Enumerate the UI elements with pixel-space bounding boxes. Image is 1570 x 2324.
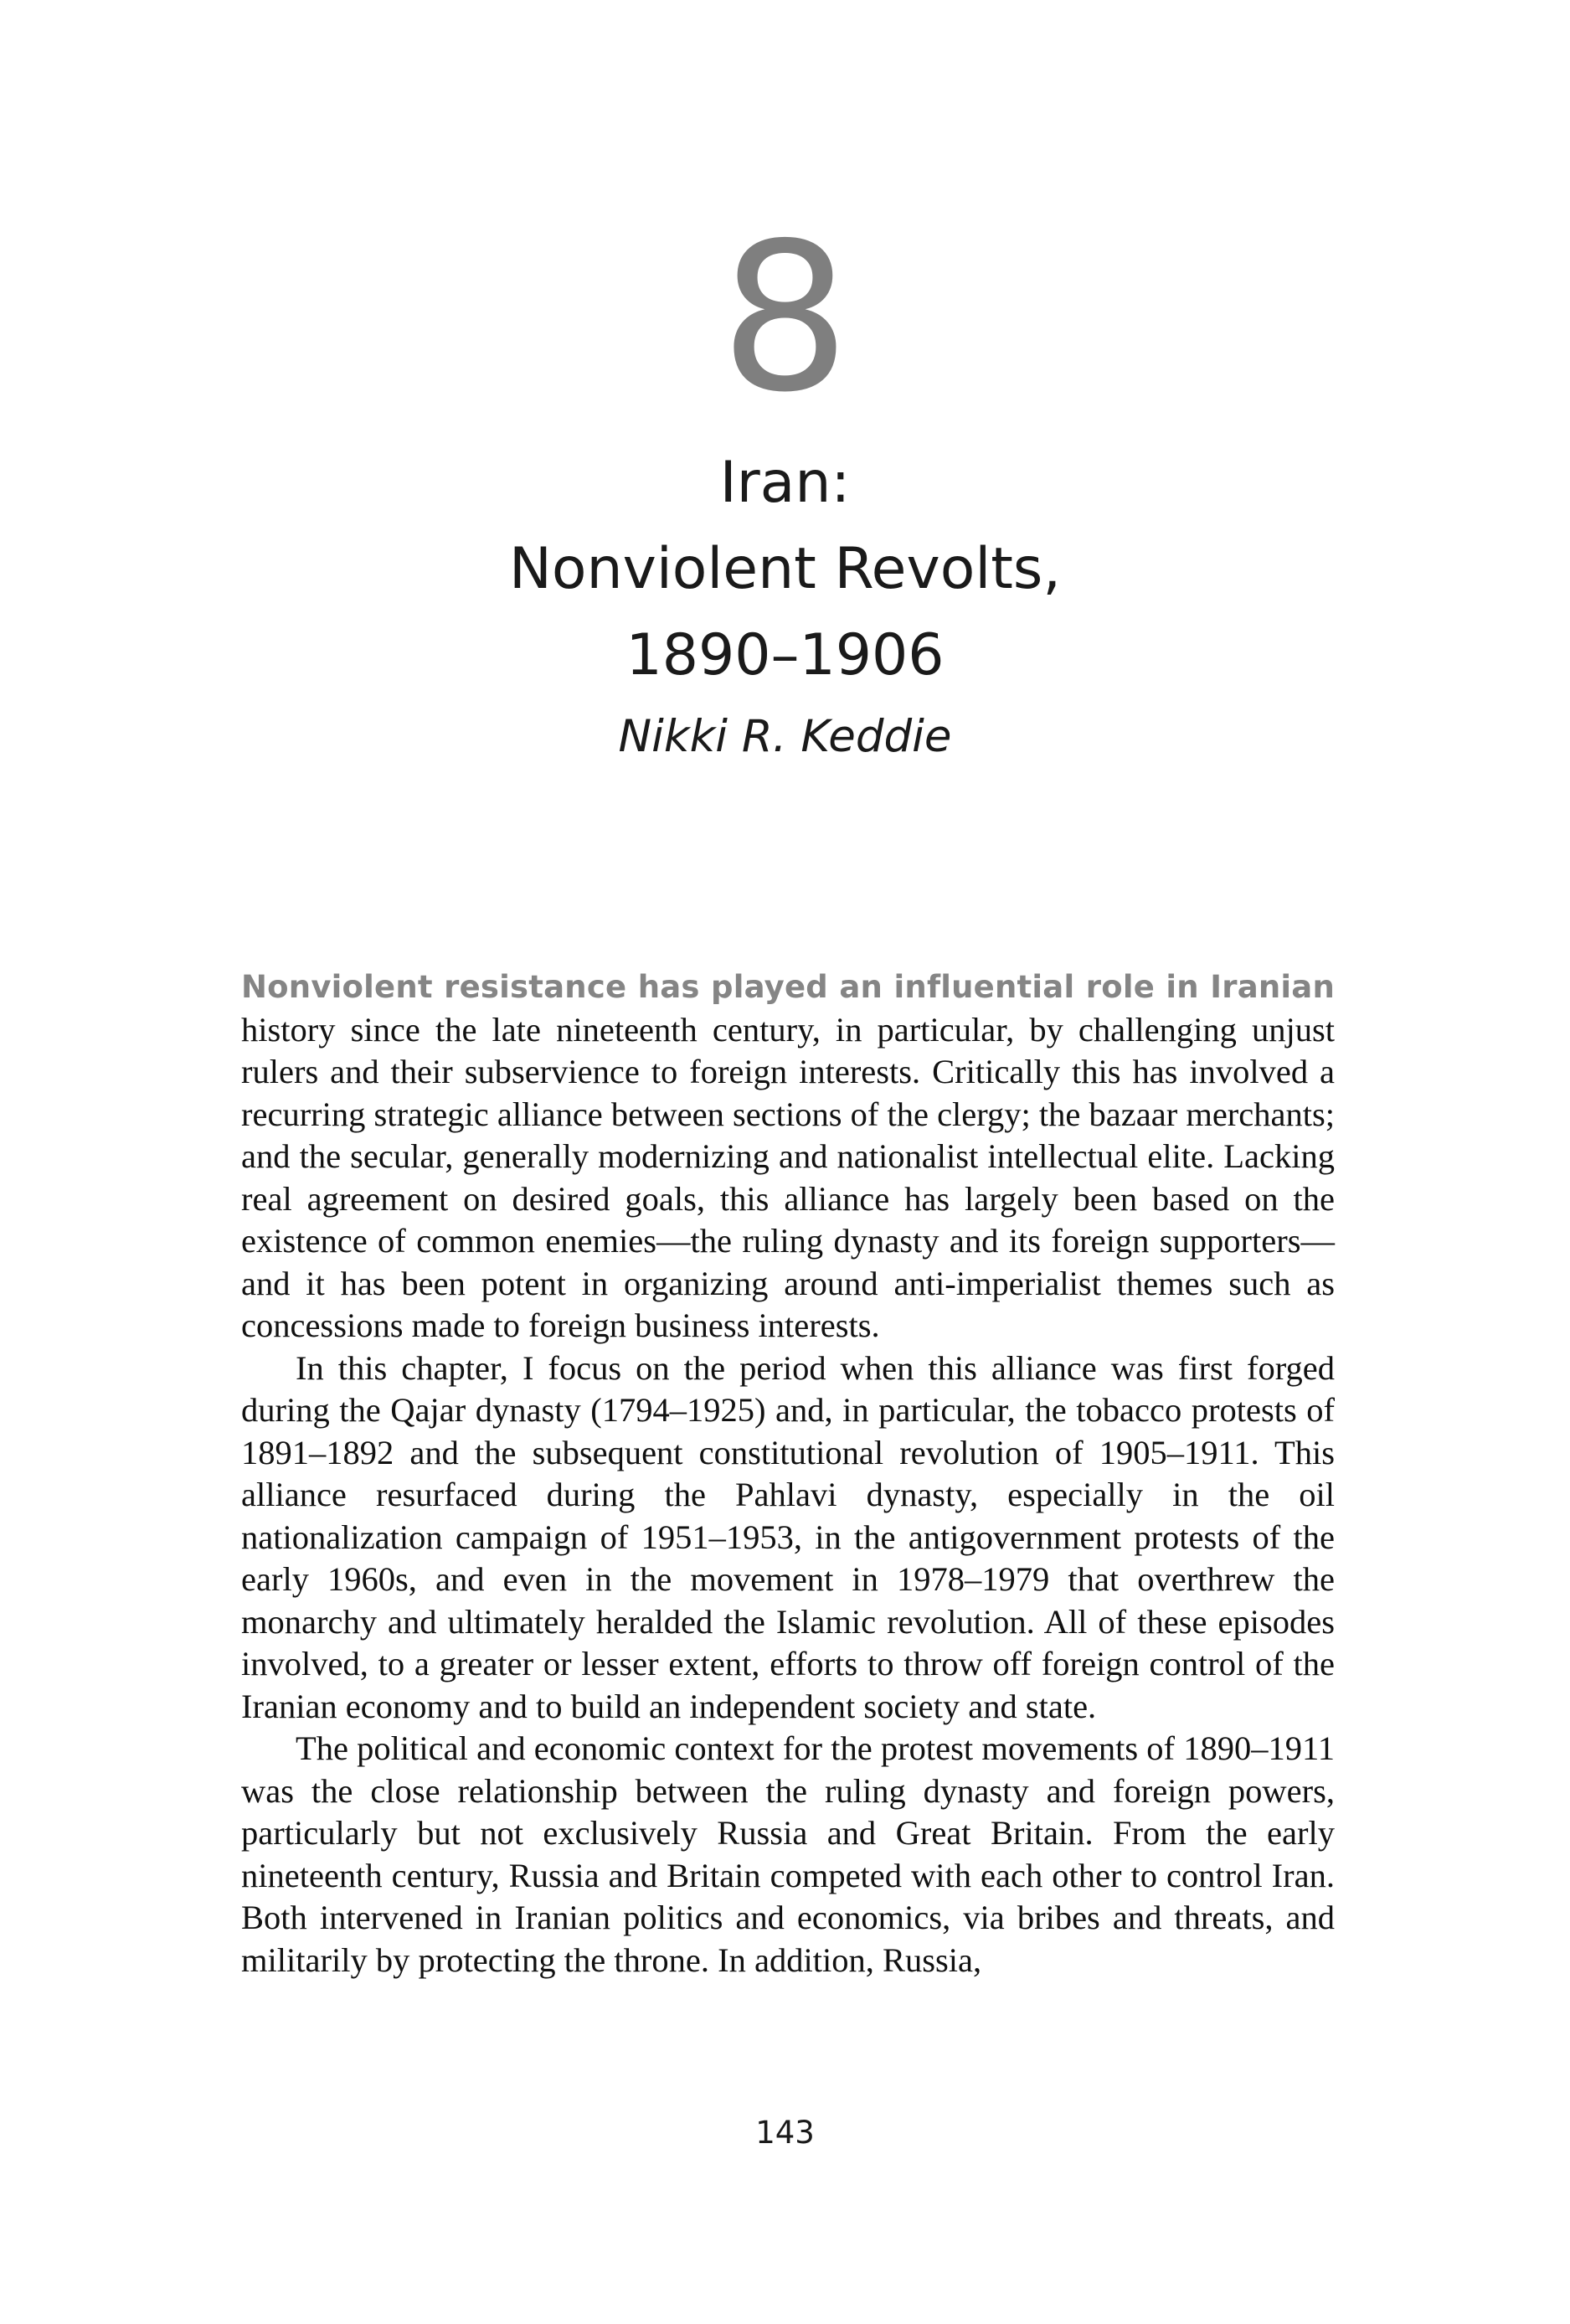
page-number: 143: [755, 2115, 815, 2151]
chapter-number: 8: [719, 199, 851, 437]
body-paragraph-1-text: history since the late nineteenth century, in particular, by challenging unjust rulers and their subservience to foreign interests. Critically this has involved a recurring strategic alliance between sections of the clergy; the bazaar merchants; and the secular, generally modernizing and nationalist intellectual elite. Lacking real agreement on desired goals, this alliance has largely been based on the existence of common enemies—the ruling dynasty and its foreign supporters—and it has been potent in organizing around anti-imperialist themes such as concessions made to foreign business interests.: [241, 1010, 1335, 1344]
chapter-title-line-1: Iran:: [719, 450, 851, 516]
body-paragraph-2: In this chapter, I focus on the period when this alliance was first forged during the Qajar dynasty (1794–1925) and, in particular, the tobacco protests of 1891–1892 and the subsequent constitutional revolution of 1905–1911. This alliance resurfaced during the Pahlavi dynasty, especially in the oil nationalization campaign of 1951–1953, in the antigovernment protests of the early 1960s, and even in the movement in 1978–1979 that overthrew the monarchy and ultimately heralded the Islamic revolution. All of these episodes involved, to a greater or lesser extent, efforts to throw off foreign control of the Iranian economy and to build an independent society and state.: [241, 1348, 1335, 1725]
chapter-title-line-3: 1890–1906: [625, 622, 945, 688]
chapter-title: [0, 440, 1570, 698]
lead-in-text: Nonviolent resistance has played an influential role in Iranian: [241, 969, 1335, 1005]
chapter-title-line-2: Nonviolent Revolts,: [509, 536, 1061, 602]
body-paragraph-1: [241, 966, 1335, 1348]
body-paragraph-3: The political and economic context for the protest movements of 1890–1911 was the close relationship between the ruling dynasty and foreign powers, particularly but not exclusively Russia and Great Britain. From the early nineteenth century, Russia and Britain competed with each other to control Iran. Both intervened in Iranian politics and economics, via bribes and threats, and militarily by protecting the throne. In addition, Russia,: [241, 1729, 1335, 1979]
chapter-author: Nikki R. Keddie: [618, 711, 952, 762]
chapter-body: [241, 966, 1335, 1981]
